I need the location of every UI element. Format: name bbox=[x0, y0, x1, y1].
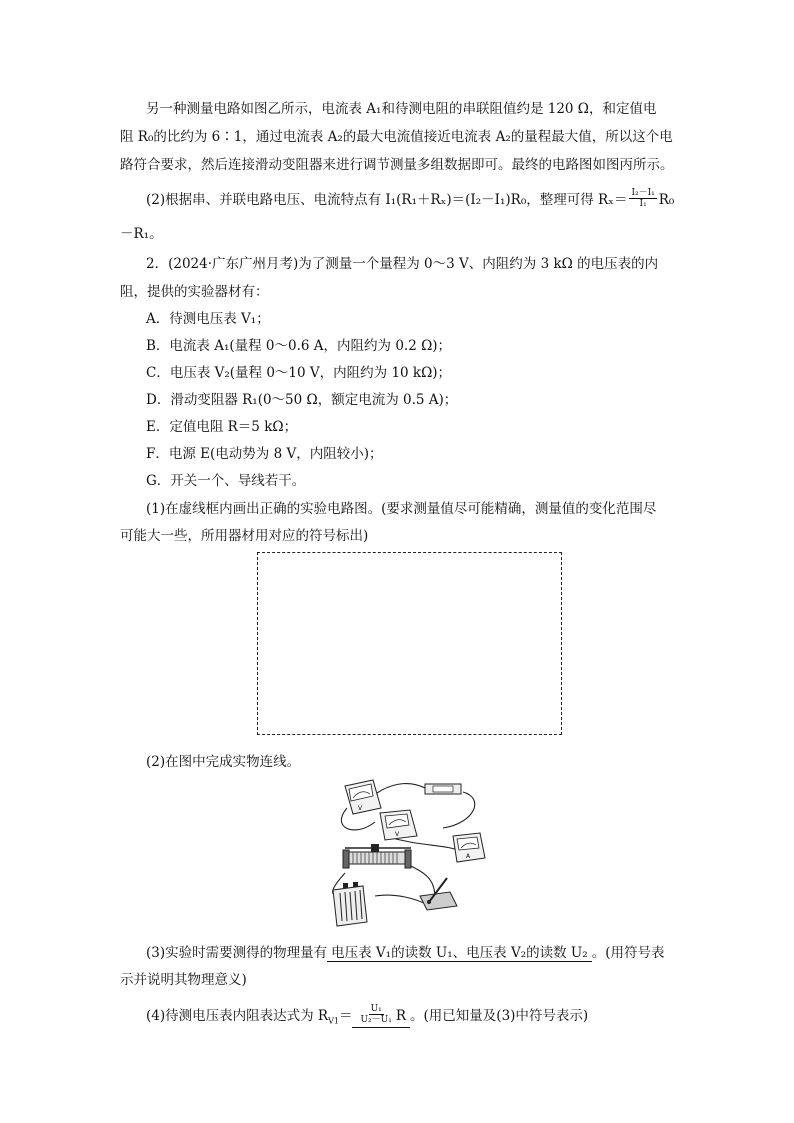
sub3-prompt: (3)实验时需要测得的物理量有 bbox=[146, 945, 328, 961]
p2-line1 bbox=[146, 188, 674, 211]
p1-line2: 阻 R₀的比约为 6∶1，通过电流表 A₂的最大电流值接近电流表 A₂的量程最大值，所以这个电 bbox=[120, 129, 673, 145]
sub4-suffix: 。(用已知量及(3)中符号表示) bbox=[410, 1008, 589, 1024]
option-e: E．定值电阻 R＝5 kΩ； bbox=[146, 419, 298, 435]
q2-line1: 2．(2024·广东广州月考)为了测量一个量程为 0～3 V、内阻约为 3 kΩ 的电压表的内 bbox=[146, 256, 659, 272]
rx-frac-den: I₁ bbox=[639, 199, 647, 209]
sub4-prompt: (4)待测电压表内阻表达式为 R bbox=[146, 1008, 329, 1024]
p2-line2: －R₁。 bbox=[120, 226, 163, 242]
circuit-answer-box bbox=[257, 552, 562, 735]
sub4-eq: ＝ bbox=[338, 1008, 353, 1024]
sub3-suffix: 。(用符号表 bbox=[591, 945, 665, 961]
sub3-line2: 示并说明其物理意义) bbox=[120, 972, 247, 988]
wire bbox=[443, 792, 475, 828]
fixed-resistor bbox=[425, 784, 461, 794]
sub3-answer: 电压表 V₁的读数 U₁、电压表 V₂的读数 U₂ bbox=[327, 945, 592, 962]
sub4-answer bbox=[352, 1006, 410, 1028]
sub1-line2: 可能大一些，所用器材用对应的符号标出) bbox=[120, 528, 369, 544]
rv1-frac-den: U₂－U₁ bbox=[360, 1015, 392, 1025]
apparatus-figure bbox=[325, 778, 495, 928]
rv1-frac-num: U₁ bbox=[370, 1004, 382, 1014]
p1-line3: 路符合要求，然后连接滑动变阻器来进行调节测量多组数据即可。最终的电路图如图丙所示。 bbox=[120, 157, 674, 173]
battery bbox=[333, 882, 367, 926]
q2-line2: 阻，提供的实验器材有： bbox=[120, 284, 269, 300]
sub1-line1: (1)在虚线框内画出正确的实验电路图。(要求测量值尽可能精确，测量值的变化范围尽 bbox=[146, 501, 657, 517]
voltmeter-v1 bbox=[345, 780, 381, 814]
sub4-subscript: V1 bbox=[328, 1016, 339, 1026]
meter-label: V bbox=[358, 805, 363, 812]
rx-frac-num: I₂－I₁ bbox=[631, 188, 655, 198]
option-d: D．滑动变阻器 R₁(0～50 Ω，额定电流为 0.5 A)； bbox=[146, 392, 458, 408]
sub4-line bbox=[146, 1004, 588, 1028]
ammeter bbox=[453, 833, 485, 862]
option-f: F．电源 E(电动势为 8 V，内阻较小)； bbox=[146, 446, 383, 462]
meter-label: A bbox=[466, 853, 471, 860]
p2-r0: R₀ bbox=[658, 192, 675, 208]
option-b: B．电流表 A₁(量程 0～0.6 A，内阻约为 0.2 Ω)； bbox=[146, 338, 452, 354]
rheostat bbox=[343, 844, 411, 868]
switch bbox=[420, 878, 457, 910]
p2-text: (2)根据串、并联电路电压、电流特点有 I₁(R₁＋Rₓ)＝(I₂－I₁)R₀，整理可得 Rₓ＝ bbox=[146, 192, 628, 208]
option-c: C．电压表 V₂(量程 0～10 V，内阻约为 10 kΩ)； bbox=[146, 365, 452, 381]
voltmeter-v2 bbox=[380, 810, 417, 840]
option-g: G．开关一个、导线若干。 bbox=[146, 473, 306, 489]
option-a: A．待测电压表 V₁； bbox=[146, 311, 270, 327]
rv1-r: R bbox=[395, 1008, 407, 1024]
meter-label: V bbox=[395, 831, 400, 838]
rv1-fraction bbox=[358, 1004, 393, 1025]
sub2: (2)在图中完成实物连线。 bbox=[146, 754, 301, 770]
rx-fraction bbox=[629, 188, 656, 209]
wire bbox=[370, 784, 425, 798]
p1-line1: 另一种测量电路如图乙所示，电流表 A₁和待测电阻的串联阻值约是 120 Ω，和定值电 bbox=[146, 101, 657, 117]
sub3-line1 bbox=[146, 941, 664, 962]
